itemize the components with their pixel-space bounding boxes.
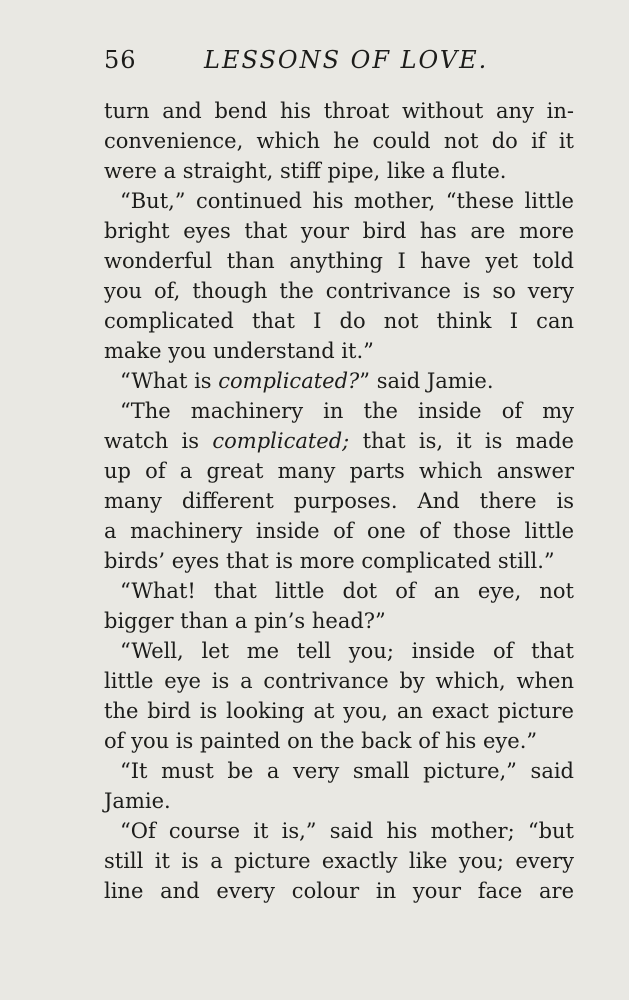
text-line: a machinery inside of one of those little (104, 519, 574, 543)
text-line: watch is complicated; that is, it is made (104, 429, 574, 453)
text-line: bigger than a pin’s head?” (104, 609, 386, 633)
text-line: were a straight, stiff pipe, like a flute. (104, 159, 507, 183)
text-line: make you understand it.” (104, 339, 374, 363)
text-line: still it is a picture exactly like you; every (104, 849, 574, 873)
text-line: turn and bend his throat without any in- (104, 99, 574, 123)
text-line: the bird is looking at you, an exact picture (104, 699, 574, 723)
text-line: of you is painted on the back of his eye.” (104, 729, 538, 753)
text-line: “But,” continued his mother, “these little (120, 189, 574, 213)
text-line: Jamie. (104, 789, 171, 813)
text-line: “Well, let me tell you; inside of that (120, 639, 574, 663)
text-line: convenience, which he could not do if it (104, 129, 574, 153)
text-line: many different purposes. And there is (104, 489, 574, 513)
running-title: LESSONS OF LOVE. (204, 46, 489, 74)
text-line: “Of course it is,” said his mother; “but (120, 819, 574, 843)
text-line: little eye is a contrivance by which, when (104, 669, 574, 693)
text-line: up of a great many parts which answer (104, 459, 574, 483)
text-line: birds’ eyes that is more complicated still.” (104, 549, 555, 573)
text-line: line and every colour in your face are (104, 879, 574, 903)
text-line: you of, though the contrivance is so very (104, 279, 574, 303)
text-line: complicated that I do not think I can (104, 309, 574, 333)
page-header (104, 46, 574, 78)
text-line: “What is complicated?” said Jamie. (120, 369, 494, 393)
page-number: 56 (104, 46, 137, 74)
text-line: “It must be a very small picture,” said (120, 759, 574, 783)
text-line: “What! that little dot of an eye, not (120, 579, 574, 603)
text-line: “The machinery in the inside of my (120, 399, 574, 423)
text-line: wonderful than anything I have yet told (104, 249, 574, 273)
text-line: bright eyes that your bird has are more (104, 219, 574, 243)
